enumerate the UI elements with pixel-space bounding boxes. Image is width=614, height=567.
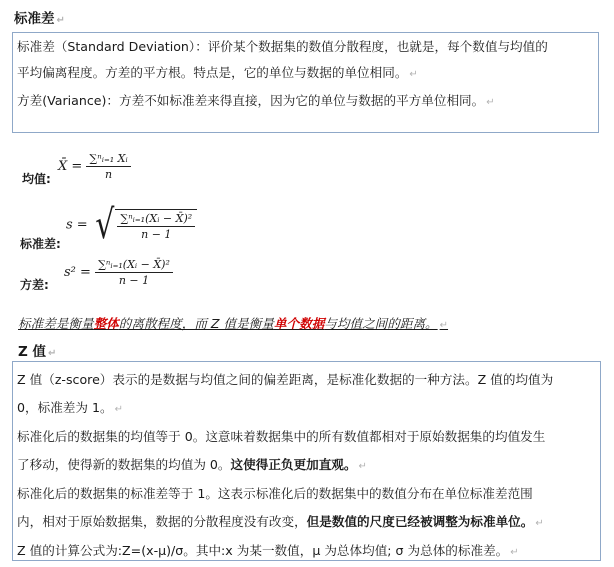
box-line: Z 值的计算公式为:Z=(x-μ)/σ。其中:x 为某一数值，μ 为总体均值; σ 为总体的标准差。 ↵: [17, 543, 519, 558]
zscore-box: [12, 361, 601, 561]
mean-formula: X̄ = $\frac{\text{∑ⁿᵢ₌₁ Xᵢ}}{n}$: [58, 152, 131, 181]
box-line: 了移动，使得新的数据集的均值为 0。这使得正负更加直观。 ↵: [17, 456, 367, 472]
box-line: 平均偏离程度。方差的平方根。特点是，它的单位与数据的单位相同。 ↵: [17, 65, 418, 80]
box-line: 方差(Variance)：方差不如标准差来得直接，因为它的单位与数据的平方单位相同。 ↵: [17, 93, 495, 108]
box-line: 标准化后的数据集的均值等于 0。这意味着数据集中的所有数值都相对于原始数据集的均值发生: [17, 429, 546, 444]
std-formula: s = √ $\frac{\text{∑ⁿᵢ₌₁(Xᵢ − X̄)²}}{n - 1}$: [66, 205, 197, 245]
box-line: 标准差（Standard Deviation）：评价某个数据集的数值分散程度，也就是，每个数值与均值的: [17, 39, 548, 54]
box-line: 0，标准差为 1。 ↵: [17, 399, 123, 415]
box-line: 内，相对于原始数据集，数据的分散程度没有改变，但是数值的尺度已经被调整为标准单位。 ↵: [17, 513, 544, 529]
definition-box: [12, 32, 599, 133]
var-formula: s² = $\frac{\text{∑ⁿᵢ₌₁(Xᵢ − X̄)²}}{n - 1}$: [64, 258, 173, 287]
box-line: 标准化后的数据集的标准差等于 1。这表示标准化后的数据集中的数值分布在单位标准差范围: [17, 486, 533, 501]
box-line: Z 值（z-score）表示的是数据与均值之间的偏差距离，是标准化数据的一种方法。Z 值的均值为: [17, 372, 554, 387]
section-heading-std: 标准差 ↵: [14, 11, 65, 27]
summary-line: 标准差是衡量整体的离散程度，而 Z 值是衡量单个数据与均值之间的距离。 ↵: [18, 316, 449, 331]
mean-label: 均值:: [22, 172, 51, 186]
var-label: 方差:: [20, 278, 49, 292]
section-heading-zscore: Z 值 ↵: [18, 344, 57, 360]
std-label: 标准差:: [20, 237, 61, 251]
